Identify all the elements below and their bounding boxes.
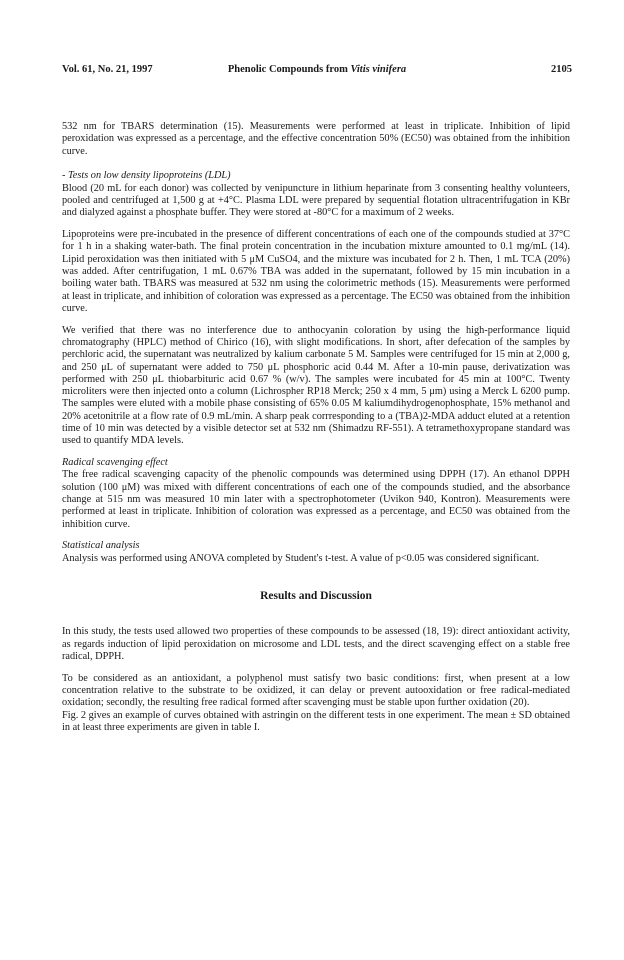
paragraph-statistics: Analysis was performed using ANOVA completed by Student's t-test. A value of p<0.05 was considered significant. — [62, 552, 540, 564]
journal-volume: Vol. 61, No. 21, 1997 — [62, 64, 153, 75]
paragraph-blood-collection: Blood (20 mL for each donor) was collected by venipuncture in lithium heparinate from 3 consenting healthy volunteers, pooled and centrifuged at 1,500 g at +4°C. Plasma LDL were prepared by sequential flotation ultracentrifugation in KBr and dialyzed against a phosphate buffer. They were stored at -80°C for a maximum of 2 weeks. — [62, 182, 570, 219]
subheading-radical-scavenging: Radical scavenging effect — [62, 457, 168, 469]
page-number: 2105 — [551, 64, 572, 75]
paragraph-hplc-verification: We verified that there was no interference due to anthocyanin coloration by using the high-performance liquid chromatography (HPLC) method of Chirico (16), with slight modifications. In short, after defecation of the samples by perchloric acid, the supernatant was neutralized by kalium carbonate 5 M. Samples were centrifuged for 15 min at 2,000 g, and 250 μL of supernatant were added to 750 μL phosphoric acid 0.44 M. After a 10-min pause, derivatization was performed with 250 μL thiobarbituric acid 0.67 % (w/v). The samples were incubated for 45 min at 100°C. Twenty microliters were then injected onto a column (Lichrospher RP18 Merck; 250 x 4 mm, 5 μm) using a Merck L 6200 pump. The samples were eluted with a mobile phase consisting of 65% 0.05 M kaliumdihydrogenophosphate, 15% methanol and 20% acetonitrile at a flow rate of 0.9 mL/min. A sharp peak corrresponding to a (TBA)2-MDA adduct eluted at a retention time of 10 min was detected by a visible detector set at 532 nm (Shimadzu RF-551). A tetramethoxypropane standard was used to quantify MDA levels. — [62, 324, 570, 447]
paragraph-lipoprotein-incubation: Lipoproteins were pre-incubated in the presence of different concentrations of each one of the compounds studied at 37°C for 1 h in a shaking water-bath. The final protein concentration in the incubation mixture amounted to 0.1 mg/mL (14). Lipid peroxidation was then initiated with 5 μM CuSO4, and the mixture was incubated for 2 h. Then, 1 mL TCA (20%) was added. After centrifugation, 1 mL 0.67% TBA was added in the supernatant, followed by 15 min incubation in a boiling water bath. TBARS was measured at 532 nm using the colorimetric methods (15). Measurements were performed at least in triplicate, and inhibition of coloration was expressed as a percentage. The EC50 was obtained from the inhibition curve. — [62, 229, 570, 314]
section-heading-results: Results and Discussion — [260, 590, 372, 602]
paragraph-tbars-determination: 532 nm for TBARS determination (15). Measurements were performed at least in triplicate. Inhibition of lipid peroxidation was expressed as a percentage, and the effective concentration 50% (EC50) was obtained from the inhibition curve. — [62, 121, 570, 157]
subheading-statistical-analysis: Statistical analysis — [62, 540, 140, 552]
paragraph-figure-reference: Fig. 2 gives an example of curves obtained with astringin on the different tests in one experiment. The mean ± SD obtained in at least three experiments are given in table I. — [62, 709, 570, 733]
subheading-ldl-tests: - Tests on low density lipoproteins (LDL) — [62, 170, 231, 182]
paragraph-antioxidant-conditions: To be considered as an antioxidant, a polyphenol must satisfy two basic conditions: first, when present at a low concentration relative to the substrate to be oxidized, it can delay or prevent autooxidation or free radical-mediated oxidation; secondly, the resulting free radical formed after scavenging must be stable upon further oxidation (20). — [62, 672, 570, 709]
running-title: Phenolic Compounds from Vitis vinifera — [227, 64, 407, 75]
article-body — [62, 121, 570, 744]
paragraph-study-tests: In this study, the tests used allowed two properties of these compounds to be assessed (18, 19): direct antioxidant activity, as regards induction of lipid peroxidation on microsome and LDL tests, and the direct scavenging effect on a stable free radical, DPPH. — [62, 626, 570, 662]
paragraph-dpph-assay: The free radical scavenging capacity of the phenolic compounds was determined using DPPH (17). An ethanol DPPH solution (100 μM) was mixed with different concentrations of each one of the compounds studied, and the absorbance change at 515 nm was measured 10 min later with a spectrophotometer (Uvikon 940, Kontron). Measurements were performed at least in triplicate. Inhibition of coloration was expressed as a percentage, and EC50 was obtained from the inhibition curve. — [62, 469, 570, 530]
